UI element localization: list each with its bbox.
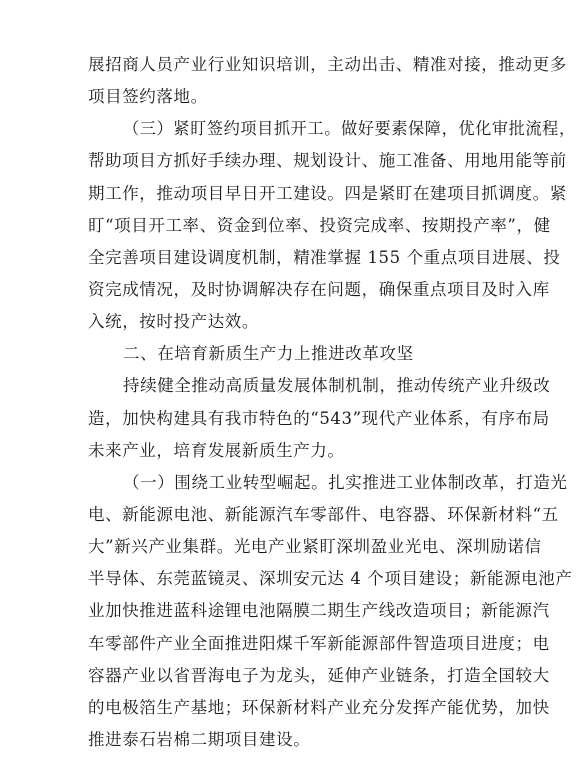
text-line: 帮助项目方抓好手续办理、规划设计、施工准备、用地用能等前 (88, 151, 567, 171)
text-line: 车零部件产业全面推进阳煤千军新能源部件智造项目进度；电 (88, 633, 550, 653)
text-line: 项目签约落地。 (88, 87, 208, 107)
text-line: 推进泰石岩棉二期项目建设。 (88, 730, 311, 749)
text-line: 盯“项目开工率、资金到位率、投资完成率、按期投产率”，健 (88, 215, 551, 235)
text-line: 造，加快构建具有我市特色的“543”现代产业体系，有序布局 (88, 408, 550, 428)
text-line: 持续健全推动高质量发展体制机制，推动传统产业升级改 (123, 376, 551, 396)
text-line: 半导体、东莞蓝镜灵、深圳安元达 4 个项目建设；新能源电池产 (88, 569, 573, 589)
text-line: 大”新兴产业集群。光电产业紧盯深圳盈业光电、深圳励诺信 (88, 537, 542, 557)
text-line: 全完善项目建设调度机制，精准掌握 155 个重点项目进展、投 (88, 247, 561, 267)
chapter-heading: 二、在培育新质生产力上推进改革攻坚 (123, 344, 414, 364)
text-line: 的电极箔生产基地；环保新材料产业充分发挥产能优势，加快 (88, 697, 550, 717)
text-line: 展招商人员产业行业知识培训，主动出击、精准对接，推动更多 (88, 55, 567, 74)
text-line: 电、新能源电池、新能源汽车零部件、电容器、环保新材料“五 (88, 505, 559, 524)
text-line: 容器产业以省晋海电子为龙头，延伸产业链条，打造全国较大 (88, 665, 550, 685)
text-line: 入统，按时投产达效。 (88, 312, 259, 332)
text-line: 期工作，推动项目早日开工建设。四是紧盯在建项目抓调度。紧 (88, 183, 567, 203)
section-heading: （一）围绕工业转型崛起。扎实推进工业体制改革，打造光 (123, 472, 568, 492)
section-heading: （三）紧盯签约项目抓开工。做好要素保障，优化审批流程， (123, 119, 576, 139)
text-line: 业加快推进蓝科途锂电池隔膜二期生产线改造项目；新能源汽 (88, 601, 550, 621)
text-line: 资完成情况，及时协调解决存在问题，确保重点项目及时入库 (88, 280, 550, 299)
text-line: 未来产业，培育发展新质生产力。 (88, 440, 345, 460)
